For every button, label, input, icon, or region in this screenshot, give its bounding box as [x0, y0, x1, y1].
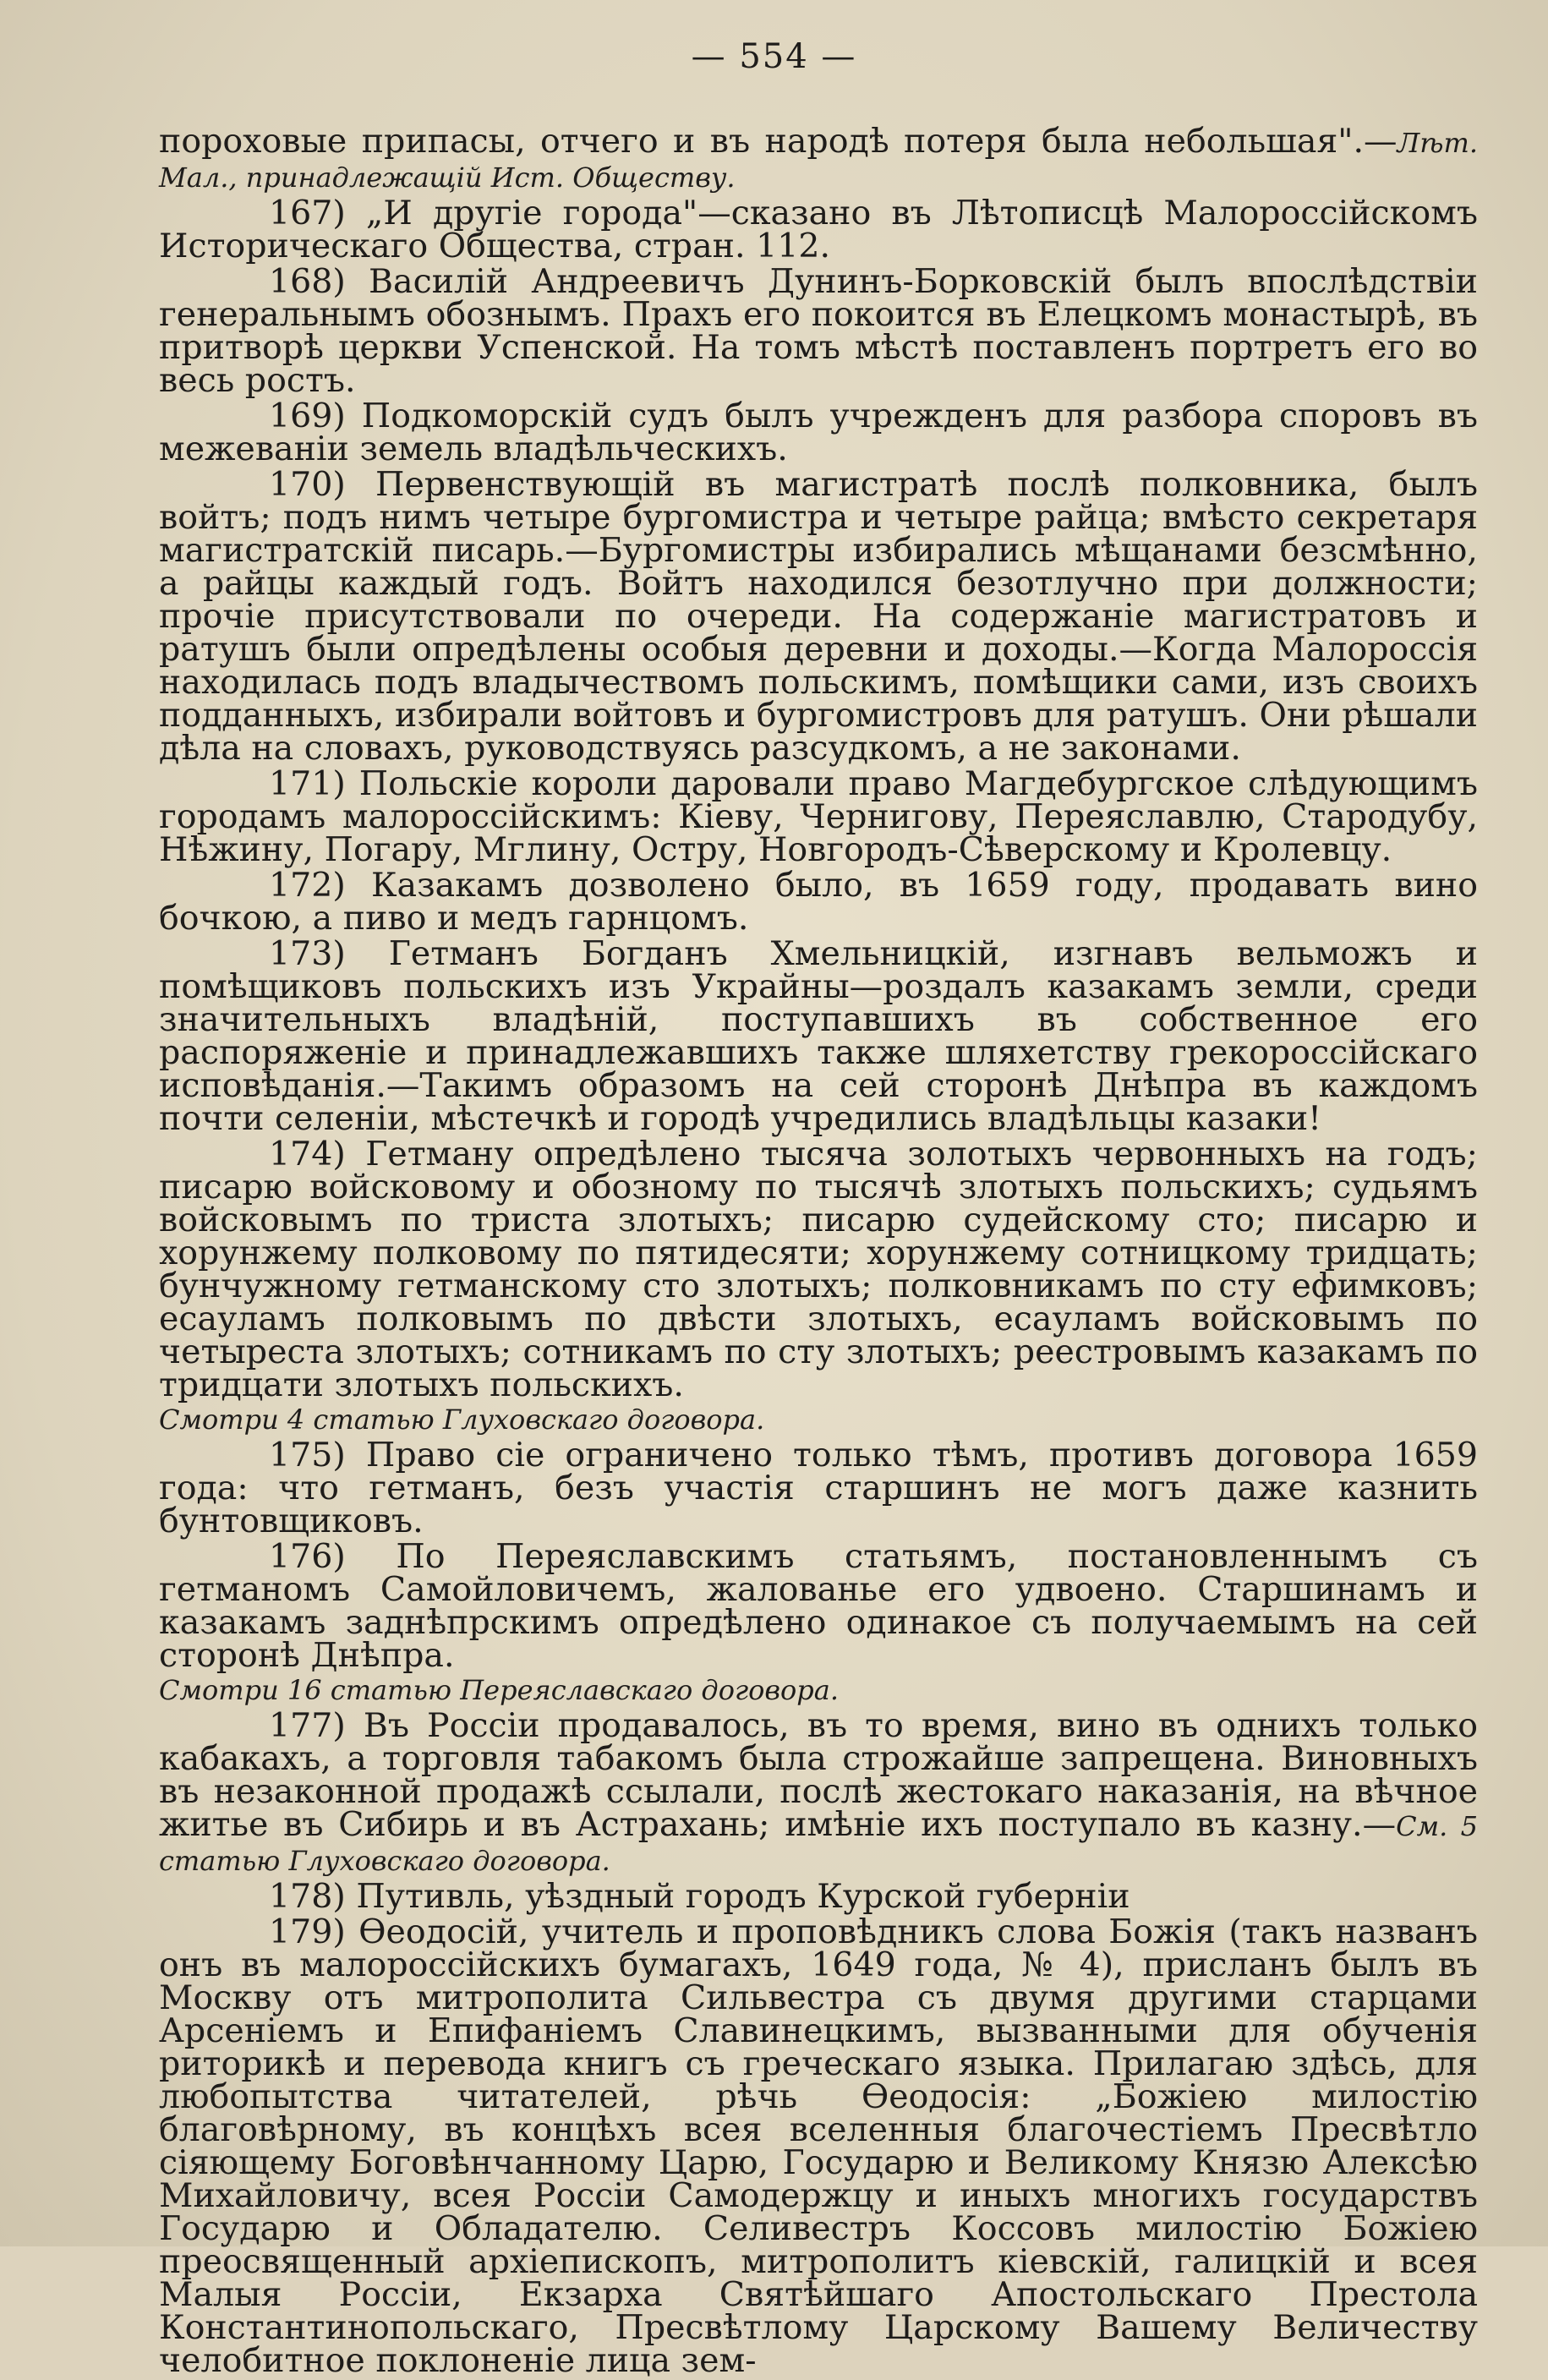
note-177-ref: См. 5 статью Глуховскаго договора. [159, 1810, 1479, 1877]
notes-body [159, 122, 1479, 2380]
continuation-paragraph [159, 122, 1478, 194]
note-179: 179) Ѳеодосій, учитель и проповѣдникъ слова Божія (такъ названъ онъ въ малороссійскихъ бумагахъ, 1649 года, № 4), присланъ былъ въ Москву отъ митрополита Сильвестра съ двумя другими старцами Арсеніемъ и Епифаніемъ Славинецкимъ, вызванными для обученія риторикѣ и перевода книгъ съ греческаго языка. Прилагаю здѣсь, для любопытства читателей, рѣчь Ѳеодосія: „Божіею милостію благовѣрному, въ концѣхъ всея вселенныя благочестіемъ Пресвѣтло сіяющему Боговѣнчанному Царю, Государю и Великому Князю Алексѣю Михайловичу, всея Россіи Самодержцу и иныхъ многихъ государствъ Государю и Обладателю. Селивестръ Коссовъ милостію Божіею преосвященный архіепископъ, митрополитъ кіевскій, галицкій и всея Малыя Россіи, Екзарха Святѣйшаго Апостольскаго Престола Константинопольскаго, Пресвѣтлому Царскому Вашему Величеству челобитное поклоненіе лица зем- [159, 1912, 1478, 2380]
continuation-ref: Лѣт. Мал., принадлежащій Ист. Обществу. [159, 127, 1478, 194]
note-171: 171) Польскіе короли даровали право Магдебургское слѣдующимъ городамъ малороссійскимъ: Кіеву, Чернигову, Переяславлю, Стародубу, Нѣжину, Погару, Мглину, Остру, Новгородъ-Сѣверскому и Кролевцу. [159, 764, 1478, 869]
note-178: 178) Путивль, уѣздный городъ Курской губерніи [269, 1877, 1130, 1916]
note-170: 170) Первенствующій въ магистратѣ послѣ полковника, былъ войтъ; подъ нимъ четыре бургомистра и четыре райца; вмѣсто секретаря магистратскій писарь.—Бургомистры избирались мѣщанами безсмѣнно, а райцы каждый годъ. Войтъ находился безотлучно при должности; прочіе присутствовали по очереди. На содержаніе магистратовъ и ратушъ были опредѣлены особыя деревни и доходы.—Когда Малороссія находилась подъ владычествомъ польскимъ, помѣщики сами, изъ своихъ подданныхъ, избирали войтовъ и бургомистровъ для ратушъ. Они рѣшали дѣла на словахъ, руководствуясь разсудкомъ, а не законами. [159, 465, 1478, 768]
note-175: 175) Право сіе ограничено только тѣмъ, противъ договора 1659 года: что гетманъ, безъ участія старшинъ не могъ даже казнить бунтовщиковъ. [159, 1436, 1478, 1540]
note-172: 172) Казакамъ дозволено было, въ 1659 году, продавать вино бочкою, а пиво и медъ гарнцомъ. [159, 866, 1478, 938]
continuation-text: пороховые припасы, отчего и въ народѣ потеря была небольшая".— [159, 122, 1398, 161]
note-174-ref: Смотри 4 статью Глуховскаго договора. [159, 1403, 765, 1436]
note-173: 173) Гетманъ Богданъ Хмельницкій, изгнавъ вельможъ и помѣщиковъ польскихъ изъ Украйны—роздалъ казакамъ земли, среди значительныхъ владѣній, поступавшихъ въ собственное его распоряженіе и принадлежавшихъ также шляхетству грекороссійскаго исповѣданія.—Такимъ образомъ на сей сторонѣ Днѣпра въ каждомъ почти селеніи, мѣстечкѣ и городѣ учредились владѣльцы казаки! [159, 934, 1478, 1138]
page-number: — 554 — [691, 37, 857, 76]
note-167: 167) „И другіе города"—сказано въ Лѣтописцѣ Малороссійскомъ Историческаго Общества, стран. 112. [159, 194, 1478, 265]
note-176-ref: Смотри 16 статью Переяславскаго договора. [159, 1674, 840, 1706]
note-176: 176) По Переяславскимъ статьямъ, постановленнымъ съ гетманомъ Самойловичемъ, жалованье его удвоено. Старшинамъ и казакамъ заднѣпрскимъ опредѣлено одинакое съ получаемымъ на сей сторонѣ Днѣпра. Смотри 16 статью Переяславскаго договора. [159, 1537, 1478, 1706]
note-177: 177) Въ Россіи продавалось, въ то время, вино въ однихъ только кабакахъ, а торговля табакомъ была строжайше запрещена. Виновныхъ въ незаконной продажѣ ссылали, послѣ жестокаго наказанія, на вѣчное житье въ Сибирь и въ Астрахань; имѣніе ихъ поступало въ казну.—См. 5 статью Глуховскаго договора. [159, 1706, 1479, 1877]
note-169: 169) Подкоморскій судъ былъ учрежденъ для разбора споровъ въ межеваніи земель владѣльческихъ. [159, 397, 1478, 468]
note-174: 174) Гетману опредѣлено тысяча золотыхъ червонныхъ на годъ; писарю войсковому и обозному по тысячѣ злотыхъ польскихъ; судьямъ войсковымъ по триста злотыхъ; писарю судейскому сто; писарю и хорунжему полковому по пятидесяти; хорунжему сотницкому тридцать; бунчужному гетманскому сто злотыхъ; полковникамъ по сту ефимковъ; есауламъ полковымъ по двѣсти злотыхъ, есауламъ войсковымъ по четыреста злотыхъ; сотникамъ по сту злотыхъ; реестровымъ казакамъ по тридцати злотыхъ польскихъ. Смотри 4 статью Глуховскаго договора. [159, 1135, 1478, 1436]
note-168: 168) Василій Андреевичъ Дунинъ-Борковскій былъ впослѣдствіи генеральнымъ обознымъ. Прахъ его покоится въ Елецкомъ монастырѣ, въ притворѣ церкви Успенской. На томъ мѣстѣ поставленъ портретъ его во весь ростъ. [159, 262, 1478, 400]
